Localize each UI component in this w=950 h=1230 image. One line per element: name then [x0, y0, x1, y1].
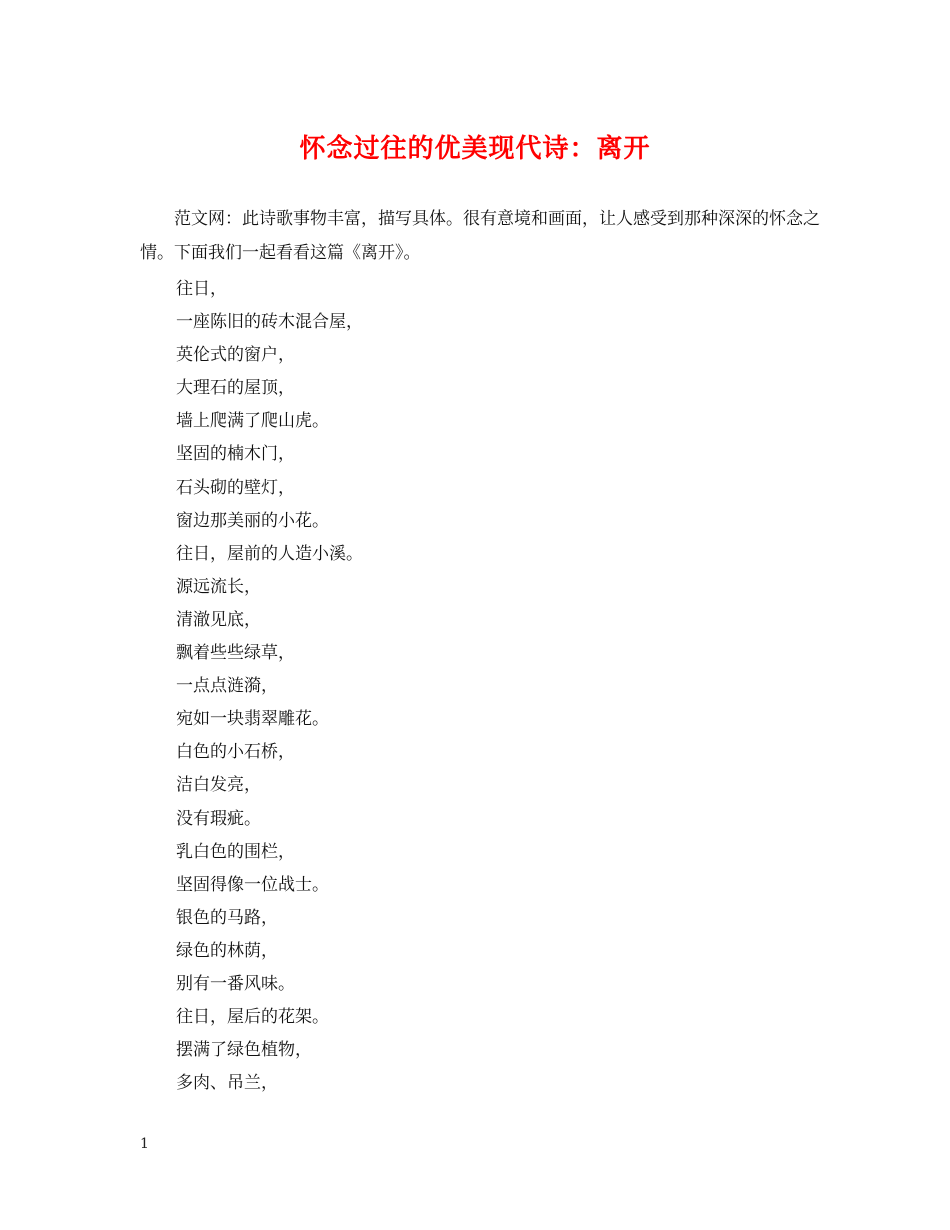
document-title: 怀念过往的优美现代诗：离开 [299, 134, 651, 164]
poem-line: 大理石的屋顶， [176, 378, 295, 399]
page-number: 1 [140, 1136, 149, 1152]
poem-line: 英伦式的窗户， [176, 345, 295, 366]
poem-line: 往日，屋后的花架。 [176, 1007, 329, 1028]
poem-line: 没有瑕疵。 [176, 808, 261, 829]
poem-line: 摆满了绿色植物， [176, 1040, 312, 1061]
poem-line: 往日，屋前的人造小溪。 [176, 543, 363, 564]
poem-line: 别有一番风味。 [176, 973, 295, 994]
poem-body [176, 273, 816, 1100]
poem-line: 绿色的林荫， [176, 940, 278, 961]
poem-line: 银色的马路， [176, 907, 278, 928]
poem-line: 一点点涟漪， [176, 676, 278, 697]
poem-line: 往日， [176, 279, 227, 299]
poem-line: 乳白色的围栏， [176, 841, 295, 862]
poem-line: 宛如一块翡翠雕花。 [176, 709, 329, 730]
poem-line: 白色的小石桥， [176, 742, 295, 763]
poem-line: 坚固得像一位战士。 [176, 874, 329, 895]
poem-line: 洁白发亮， [176, 775, 261, 796]
poem-line: 多肉、吊兰， [176, 1073, 278, 1094]
poem-line: 源远流长， [176, 576, 261, 597]
poem-line: 清澈见底， [176, 609, 261, 630]
poem-line: 窗边那美丽的小花。 [176, 510, 329, 531]
poem-line: 飘着些些绿草， [176, 643, 295, 664]
intro-paragraph: 范文网：此诗歌事物丰富，描写具体。很有意境和画面，让人感受到那种深深的怀念之情。下面我们一起看看这篇《离开》。 [140, 209, 820, 263]
poem-line: 石头砌的壁灯， [176, 477, 295, 498]
poem-line: 一座陈旧的砖木混合屋， [176, 312, 363, 333]
poem-line: 墙上爬满了爬山虎。 [176, 411, 329, 432]
poem-line: 坚固的楠木门， [176, 444, 295, 465]
